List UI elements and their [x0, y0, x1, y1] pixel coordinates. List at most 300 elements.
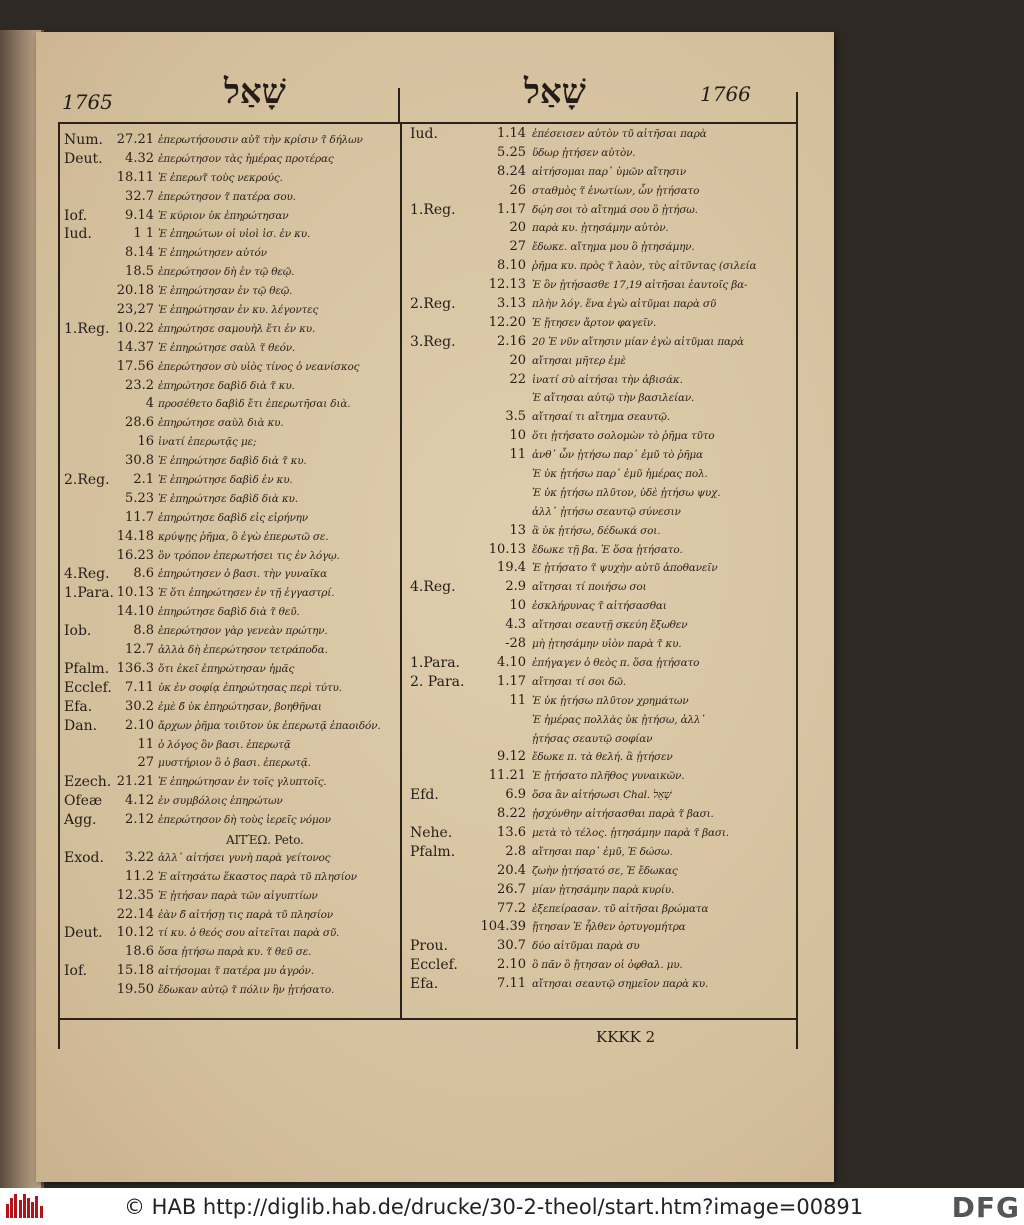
greek-quotation: Ἐ ᾐτήσαν παρὰ τῶν αἰγυπτίων: [158, 889, 318, 902]
index-entry-row: [36, 510, 398, 529]
greek-quotation: ὐκ ἐν σοφίᾳ ἐπηρώτησας περὶ τύτυ.: [158, 681, 342, 694]
greek-quotation: ᾐσχύνθην αἰτήσασθαι παρὰ τ̃ βασι.: [532, 808, 714, 821]
right-column: [400, 126, 800, 995]
greek-quotation: ὃ πᾶν ὃ ᾔτησαν οἱ ὀφθαλ. μυ.: [532, 959, 683, 972]
greek-quotation: ἄρχων ῥῆμα τοιῦτον ὐκ ἐπερωτᾷ ἐπαοιδόν.: [158, 719, 381, 732]
index-entry-row: [400, 239, 800, 258]
greek-quotation: ἐμὲ δ̃ ὐκ ἐπηρώτησαν, βοηθῆναι: [158, 700, 322, 713]
book-abbreviation: 2.Reg.: [410, 296, 456, 313]
index-entry-row: [400, 466, 800, 485]
book-abbreviation: Iof.: [64, 207, 88, 224]
verse-reference: 19.50: [116, 982, 154, 998]
verse-reference: 13.6: [497, 824, 526, 840]
book-abbreviation: Ecclef.: [64, 679, 112, 696]
verse-reference: 14.37: [116, 339, 154, 355]
index-entry-row: [36, 850, 398, 869]
verse-reference: 27.21: [116, 132, 154, 147]
greek-quotation: ΑΙΤΈΩ. Peto.: [226, 832, 304, 847]
verse-reference: 10: [509, 598, 526, 614]
right-page-number: 1766: [700, 82, 751, 106]
verse-reference: 11.21: [488, 768, 526, 784]
greek-quotation: ζωὴν ᾐτήσατό σε, Ἐ ἔδωκας: [532, 864, 678, 877]
index-entry-row: [400, 901, 800, 920]
index-entry-row: [400, 296, 800, 315]
verse-reference: 12.20: [488, 314, 526, 330]
index-entry-row: [400, 315, 800, 334]
index-entry-row: [36, 434, 398, 453]
dfg-logo: DFG: [951, 1191, 1020, 1224]
index-entry-row: [36, 302, 398, 321]
verse-reference: 8.24: [497, 163, 526, 179]
verse-reference: 5.23: [125, 490, 154, 506]
index-entry-row: [400, 579, 800, 598]
book-abbreviation: Iob.: [64, 623, 92, 640]
verse-reference: 23.2: [125, 377, 154, 393]
verse-reference: 5.25: [497, 144, 526, 160]
index-entry-row: [36, 925, 398, 944]
left-hebrew-headword: שָׁאַל: [224, 72, 286, 112]
book-abbreviation: Agg.: [64, 812, 97, 829]
index-entry-row: [36, 774, 398, 793]
greek-quotation: αἴτησαι σεαυτῷ σημεῖον παρὰ κυ.: [532, 978, 709, 991]
verse-reference: 20.18: [116, 283, 154, 299]
book-abbreviation: 2.Reg.: [64, 472, 110, 489]
index-entry-row: [36, 208, 398, 227]
index-entry-row: [36, 396, 398, 415]
verse-reference: 1.17: [497, 673, 526, 689]
greek-quotation: ἃ ὐκ ᾐτήσω, δέδωκά σοι.: [532, 524, 661, 537]
verse-reference: 4.3: [505, 617, 526, 633]
greek-quotation: ἐπηρώτησε δαβὶδ διὰ τ̃ κυ.: [158, 379, 295, 392]
verse-reference: 2.10: [497, 957, 526, 973]
greek-quotation: ἐὰν δ̃ αἰτήσῃ τις παρὰ τῦ πλησίον: [158, 908, 333, 921]
index-entry-row: [36, 907, 398, 926]
left-page-number: 1765: [62, 90, 113, 114]
index-entry-row: [400, 712, 800, 731]
verse-reference: 30.8: [125, 453, 154, 469]
verse-reference: 8.22: [497, 806, 526, 822]
index-entry-row: [36, 812, 398, 831]
greek-quotation: Ἐ ἐπηρώτων οἱ υἱοὶ ἰσ. ἐν κυ.: [158, 228, 311, 241]
greek-quotation: ἐσκλήρυνας τ̃ αἰτήσασθαι: [532, 600, 667, 613]
index-entry-row: [36, 680, 398, 699]
greek-quotation: Ἐ ἡμέρας πολλὰς ὐκ ᾐτήσω, ἀλλ᾽: [532, 713, 706, 726]
greek-quotation: ἔδωκε τῇ βα. Ἐ ὅσα ᾐτήσατο.: [532, 543, 683, 556]
book-abbreviation: 4.Reg.: [64, 566, 110, 583]
index-entry-row: [36, 699, 398, 718]
index-entry-row: [36, 378, 398, 397]
verse-reference: -28: [505, 636, 526, 652]
index-entry-row: [400, 655, 800, 674]
verse-reference: 2.1: [133, 472, 154, 488]
greek-quotation: ῥῆμα κυ. πρὸς τ̃ λαὸν, τὺς αἰτῦντας (σιλεία: [532, 260, 757, 273]
book-abbreviation: Ezech.: [64, 774, 112, 791]
right-hebrew-headword: שָׁאַל: [524, 72, 586, 112]
verse-reference: 12.13: [488, 277, 526, 293]
verse-reference: 4.32: [125, 150, 154, 166]
greek-quotation: ὕδωρ ᾐτήσεν αὐτὸν.: [532, 146, 636, 159]
index-entry-row: [36, 888, 398, 907]
verse-reference: 4.10: [497, 654, 526, 670]
index-entry-row: [400, 693, 800, 712]
greek-quotation: μίαν ᾐτησάμην παρὰ κυρίυ.: [532, 883, 675, 896]
index-entry-row: [400, 523, 800, 542]
verse-reference: 8.10: [497, 258, 526, 274]
catchword: KKKK 2: [596, 1028, 656, 1046]
verse-reference: 19.4: [497, 560, 526, 576]
index-entry-row: [400, 768, 800, 787]
greek-quotation: αἴτησαι μῆτερ ἐμὲ: [532, 354, 626, 367]
index-entry-row: [36, 132, 398, 151]
greek-quotation: μὴ ᾐτησάμην υἱὸν παρὰ τ̃ κυ.: [532, 638, 682, 651]
copyright-credit: © HAB http://diglib.hab.de/drucke/30-2-theol/start.htm?image=00891: [124, 1195, 864, 1219]
verse-reference: 18.6: [125, 944, 154, 960]
index-entry-row: [400, 409, 800, 428]
verse-reference: 32.7: [125, 188, 154, 204]
verse-reference: 16: [137, 434, 154, 450]
greek-quotation: δῴη σοι τὸ αἴτημά σου ὃ ᾐτήσω.: [532, 203, 698, 216]
index-entry-row: [400, 938, 800, 957]
index-entry-row: [400, 277, 800, 296]
verse-reference: 9.14: [125, 207, 154, 223]
verse-reference: 8.6: [133, 566, 154, 582]
verse-reference: 17.56: [116, 358, 154, 374]
index-entry-row: [400, 806, 800, 825]
index-entry-row: [36, 340, 398, 359]
verse-reference: 11: [509, 447, 526, 463]
book-abbreviation: Dan.: [64, 717, 98, 734]
verse-reference: 22.14: [116, 906, 154, 922]
index-entry-row: [400, 542, 800, 561]
index-entry-row: [36, 963, 398, 982]
verse-reference: 11: [509, 692, 526, 708]
greek-quotation: ἔδωκε π. τὰ θελή. ἃ ᾐτήσεν: [532, 751, 673, 764]
verse-reference: 2.12: [125, 812, 154, 828]
index-entry-row: [400, 636, 800, 655]
verse-reference: 13: [509, 522, 526, 538]
index-entry-row: [36, 283, 398, 302]
verse-reference: 16.23: [116, 547, 154, 563]
verse-reference: 10.13: [488, 541, 526, 557]
verse-reference: 3.13: [497, 296, 526, 312]
greek-quotation: ἱνατί σὺ αἰτήσαι τὴν ἀβισάκ.: [532, 373, 683, 386]
book-abbreviation: Efa.: [64, 698, 93, 715]
book-abbreviation: Pfalm.: [410, 843, 456, 860]
index-entry-row: [36, 831, 398, 850]
verse-reference: 11: [137, 736, 154, 752]
verse-reference: 10.13: [116, 585, 154, 601]
book-abbreviation: Num.: [64, 132, 103, 148]
index-entry-row: [36, 755, 398, 774]
index-entry-row: [36, 453, 398, 472]
greek-quotation: μυστήριον ὃ ὁ βασι. ἐπερωτᾷ.: [158, 757, 311, 770]
verse-reference: 22: [509, 371, 526, 387]
verse-reference: 1.14: [497, 126, 526, 141]
greek-quotation: ἐπερώτησον δὴ ἐν τῷ θεῷ.: [158, 266, 295, 279]
greek-quotation: αἰτήσομαι τ̃ πατέρα μυ ἀγρόν.: [158, 965, 314, 978]
index-entry-row: [400, 749, 800, 768]
index-entry-row: [36, 944, 398, 963]
header-divider: [398, 88, 400, 124]
greek-quotation: δύο αἰτῦμαι παρὰ συ: [532, 940, 640, 953]
index-entry-row: [400, 560, 800, 579]
book-abbreviation: 1.Para.: [410, 654, 460, 671]
verse-reference: 2.10: [125, 717, 154, 733]
index-entry-row: [36, 170, 398, 189]
verse-reference: 8.14: [125, 245, 154, 261]
index-entry-row: [400, 617, 800, 636]
greek-quotation: ὅσα ἂν αἰτήσωσι Chal. שְׁאֵל: [532, 789, 672, 802]
index-entry-row: [36, 718, 398, 737]
index-entry-row: [400, 372, 800, 391]
greek-quotation: ἐπήγαγεν ὁ θεὸς π. ὅσα ᾐτήσατο: [532, 656, 700, 669]
greek-quotation: Ἐ ἐπηρώτησεν αὐτόν: [158, 247, 267, 260]
index-entry-row: [400, 731, 800, 750]
index-entry-row: [36, 226, 398, 245]
book-abbreviation: Nehe.: [410, 824, 453, 841]
greek-quotation: Ἐ ὃν ᾐτήσασθε 17,19 αἰτῆσαι ἑαυτοῖς βα-: [532, 279, 748, 292]
index-entry-row: [36, 793, 398, 812]
greek-quotation: Ἐ ὅτι ἐπηρώτησεν ἐν τῇ ἐγγαστρί.: [158, 587, 335, 600]
greek-quotation: αἴτησαι τί ποιήσω σοι: [532, 581, 647, 594]
index-entry-row: [400, 258, 800, 277]
greek-quotation: ᾐτήσας σεαυτῷ σοφίαν: [532, 732, 653, 745]
greek-quotation: ὅσα ᾐτήσω παρὰ κυ. τ̃ θεῦ σε.: [158, 946, 312, 959]
index-entry-row: [400, 844, 800, 863]
greek-quotation: Ἐ ᾐτήσατο τ̃ ψυχὴν αὐτῦ ἀποθανεῖν: [532, 562, 718, 575]
index-entry-row: [36, 529, 398, 548]
greek-quotation: ἐπερώτησον δὴ τοὺς ἱερεῖς νόμον: [158, 814, 331, 827]
header-rule: [58, 122, 798, 124]
greek-quotation: Ἐ ἐπηρώτησε δαβὶδ διὰ κυ.: [158, 492, 298, 505]
index-entry-row: [400, 485, 800, 504]
greek-quotation: Ἐ ὐκ ᾐτήσω πλῦτον χρημάτων: [532, 694, 689, 707]
index-entry-row: [36, 661, 398, 680]
greek-quotation: Ἐ ἐπηρώτησε δαβὶδ ἐν κυ.: [158, 474, 293, 487]
greek-quotation: ᾔτησαν Ἐ ἦλθεν ὀρτυγομήτρα: [532, 921, 686, 934]
verse-reference: 14.10: [116, 604, 154, 620]
greek-quotation: ἐπερώτησον τὰς ἡμέρας προτέρας: [158, 152, 334, 165]
verse-reference: 30.7: [497, 938, 526, 954]
verse-reference: 2.16: [497, 333, 526, 349]
index-entry-row: [36, 642, 398, 661]
footer-bar: [0, 1188, 1024, 1225]
greek-quotation: μετὰ τὸ τέλος. ᾐτησάμην παρὰ τ̃ βασι.: [532, 826, 729, 839]
greek-quotation: Ἐ αἰτησάτω ἕκαστος παρὰ τῦ πλησίον: [158, 870, 357, 883]
greek-quotation: ἱνατί ἐπερωτᾷς με;: [158, 436, 257, 449]
book-abbreviation: Deut.: [64, 150, 103, 167]
verse-reference: 10.12: [116, 925, 154, 941]
index-entry-row: [400, 957, 800, 976]
index-entry-row: [36, 245, 398, 264]
verse-reference: 4.12: [125, 793, 154, 809]
greek-quotation: Ἐ ᾐτήσατο πλῆθος γυναικῶν.: [532, 770, 685, 783]
index-entry-row: [36, 566, 398, 585]
greek-quotation: Ἐ ὐκ ᾐτήσω πλῦτον, ὐδὲ ᾐτήσω ψυχ.: [532, 486, 721, 499]
greek-quotation: πλὴν λόγ. ἕνα ἐγὼ αἰτῦμαι παρὰ σῦ: [532, 298, 717, 311]
verse-reference: 27: [137, 755, 154, 771]
index-entry-row: [36, 189, 398, 208]
verse-reference: 14.18: [116, 528, 154, 544]
verse-reference: 18.11: [116, 169, 154, 185]
greek-quotation: παρὰ κυ. ᾐτησάμην αὐτὸν.: [532, 222, 669, 235]
verse-reference: 104.39: [480, 919, 526, 935]
greek-quotation: ἐπερωτήσουσιν αὐτ̃ τὴν κρίσιν τ̃ δήλων: [158, 134, 363, 146]
greek-quotation: ἐπηρώτησε σαὺλ διὰ κυ.: [158, 417, 284, 430]
greek-quotation: ἔδωκε. αἴτημα μου ὃ ᾐτησάμην.: [532, 241, 695, 254]
index-entry-row: [400, 504, 800, 523]
book-abbreviation: 4.Reg.: [410, 579, 456, 596]
greek-quotation: ὁ λόγος ὃν βασι. ἐπερωτᾷ: [158, 738, 291, 751]
book-abbreviation: 1.Reg.: [64, 320, 110, 337]
book-abbreviation: Iof.: [64, 963, 88, 980]
greek-quotation: ἐπερώτησον τ̃ πατέρα σου.: [158, 190, 296, 203]
book-abbreviation: 1.Reg.: [410, 201, 456, 218]
greek-quotation: ἀλλ᾽ αἰτήσει γυνὴ παρὰ γείτονος: [158, 851, 331, 864]
verse-reference: 27: [509, 239, 526, 255]
book-page: [36, 32, 834, 1182]
book-abbreviation: 3.Reg.: [410, 333, 456, 350]
greek-quotation: 20 Ἐ νῦν αἴτησιν μίαν ἐγὼ αἰτῦμαι παρὰ: [532, 335, 744, 348]
bottom-rule: [58, 1018, 798, 1020]
verse-reference: 8.8: [133, 623, 154, 639]
verse-reference: 12.35: [116, 887, 154, 903]
verse-reference: 4: [145, 396, 154, 412]
verse-reference: 30.2: [125, 698, 154, 714]
index-entry-row: [400, 598, 800, 617]
greek-quotation: Ἐ ἐπηρώτησε δαβὶδ διὰ τ̃ κυ.: [158, 455, 307, 468]
index-entry-row: [36, 982, 398, 1001]
greek-quotation: αἴτησαί τι αἴτημα σεαυτῷ.: [532, 411, 670, 424]
greek-quotation: αἴτησαι τί σοι δῶ.: [532, 675, 626, 688]
index-entry-row: [400, 220, 800, 239]
book-abbreviation: Ofeæ: [64, 793, 103, 810]
verse-reference: 136.3: [116, 660, 154, 676]
greek-quotation: Ἐ κύριον ὐκ ἐπηρώτησαν: [158, 209, 289, 222]
greek-quotation: ἀλλ᾽ ᾐτήσω σεαυτῷ σύνεσιν: [532, 505, 681, 518]
index-entry-row: [400, 825, 800, 844]
index-entry-row: [36, 321, 398, 340]
verse-reference: 6.9: [505, 787, 526, 803]
book-abbreviation: 1.Para.: [64, 585, 114, 602]
verse-reference: 11.2: [125, 868, 154, 884]
verse-reference: 21.21: [116, 774, 154, 790]
greek-quotation: ὃν τρόπον ἐπερωτήσει τις ἐν λόγῳ.: [158, 549, 340, 562]
index-entry-row: [400, 183, 800, 202]
verse-reference: 15.18: [116, 963, 154, 979]
book-abbreviation: Pfalm.: [64, 660, 110, 677]
index-entry-row: [36, 737, 398, 756]
index-entry-row: [400, 863, 800, 882]
book-abbreviation: Iud.: [64, 226, 92, 243]
greek-quotation: Ἐ ἐπηρώτησαν ἐν τοῖς γλυπτοῖς.: [158, 776, 327, 789]
verse-reference: 20.4: [497, 862, 526, 878]
greek-quotation: Ἐ αἴτησαι αὐτῷ τὴν βασιλείαν.: [532, 392, 695, 405]
greek-quotation: Ἐ ὐκ ᾐτήσω παρ᾽ ἐμῦ ἡμέρας πολ.: [532, 468, 708, 481]
index-entry-row: [36, 472, 398, 491]
greek-quotation: Ἐ ἐπερωτ̃ τοὺς νεκρούς.: [158, 171, 283, 184]
verse-reference: 23,27: [116, 302, 154, 318]
verse-reference: 2.9: [505, 579, 526, 595]
verse-reference: 3.5: [505, 409, 526, 425]
greek-quotation: ἐν συμβόλοις ἐπηρώτων: [158, 795, 283, 808]
greek-quotation: Ἐ ᾔτησεν ἄρτον φαγεῖν.: [532, 316, 657, 329]
greek-quotation: ἔδωκαν αὐτῷ τ̃ πόλιν ἣν ᾐτήσατο.: [158, 984, 335, 997]
index-entry-row: [400, 447, 800, 466]
book-abbreviation: 2. Para.: [410, 673, 465, 690]
verse-reference: 20: [509, 352, 526, 368]
greek-quotation: ἐπέσεισεν αὐτὸν τῦ αἰτῆσαι παρὰ: [532, 128, 707, 140]
index-entry-row: [36, 604, 398, 623]
greek-quotation: ὅτι ᾐτήσατο σολομὼν τὸ ῥῆμα τῦτο: [532, 430, 715, 443]
book-abbreviation: Prou.: [410, 938, 449, 955]
greek-quotation: Ἐ ἐπηρώτησαν ἐν τῷ θεῷ.: [158, 285, 293, 298]
greek-quotation: αἰτήσομαι παρ᾽ ὑμῶν αἴτησιν: [532, 165, 686, 178]
index-entry-row: [400, 126, 800, 145]
greek-quotation: ἐπηρώτησε δαβὶδ εἰς εἰρήνην: [158, 511, 308, 524]
greek-quotation: κρύψῃς ῥῆμα, ὃ ἐγὼ ἐπερωτῶ σε.: [158, 530, 329, 543]
index-entry-row: [400, 428, 800, 447]
greek-quotation: ἐπηρώτησεν ὁ βασι. τὴν γυναῖκα: [158, 568, 328, 581]
verse-reference: 18.5: [125, 264, 154, 280]
index-entry-row: [400, 202, 800, 221]
verse-reference: 1.17: [497, 201, 526, 217]
verse-reference: 7.11: [497, 976, 526, 992]
book-abbreviation: Exod.: [64, 849, 104, 866]
verse-reference: 12.7: [125, 642, 154, 658]
index-entry-row: [400, 390, 800, 409]
index-entry-row: [36, 491, 398, 510]
verse-reference: 77.2: [497, 900, 526, 916]
verse-reference: 7.11: [125, 679, 154, 695]
index-entry-row: [400, 334, 800, 353]
greek-quotation: προσέθετο δαβὶδ ἔτι ἐπερωτῆσαι διὰ.: [158, 398, 351, 411]
index-entry-row: [400, 674, 800, 693]
verse-reference: 20: [509, 220, 526, 236]
verse-reference: 26: [509, 182, 526, 198]
verse-reference: 10.22: [116, 320, 154, 336]
index-entry-row: [36, 623, 398, 642]
greek-quotation: ἀνθ᾽ ὧν ᾐτήσω παρ᾽ ἐμῦ τὸ ῥῆμα: [532, 449, 703, 462]
index-entry-row: [36, 151, 398, 170]
greek-quotation: ἐπηρώτησε δαβὶδ διὰ τ̃ θεῦ.: [158, 606, 300, 619]
index-entry-row: [400, 882, 800, 901]
index-entry-row: [36, 585, 398, 604]
book-abbreviation: Iud.: [410, 126, 438, 142]
hab-logo: [6, 1194, 46, 1218]
index-entry-row: [36, 869, 398, 888]
index-entry-row: [36, 548, 398, 567]
greek-quotation: αἴτησαι σεαυτῇ σκεύη ἔξωθεν: [532, 619, 688, 632]
verse-reference: 11.7: [125, 509, 154, 525]
index-entry-row: [400, 787, 800, 806]
greek-quotation: ἐπερώτησον γὰρ γενεὰν πρώτην.: [158, 625, 328, 638]
verse-reference: 1 1: [133, 226, 154, 242]
greek-quotation: ἐπηρώτησε σαμουὴλ ἔτι ἐν κυ.: [158, 322, 316, 335]
verse-reference: 9.12: [497, 749, 526, 765]
greek-quotation: ὅτι ἐκεῖ ἐπηρώτησαν ἡμᾶς: [158, 662, 295, 675]
book-abbreviation: Efd.: [410, 787, 439, 804]
index-entry-row: [400, 164, 800, 183]
verse-reference: 2.8: [505, 843, 526, 859]
index-entry-row: [400, 145, 800, 164]
book-abbreviation: Efa.: [410, 976, 439, 993]
greek-quotation: τί κυ. ὁ θεός σου αἰτεῖται παρὰ σῦ.: [158, 927, 340, 940]
index-entry-row: [36, 415, 398, 434]
index-entry-row: [36, 359, 398, 378]
book-abbreviation: Ecclef.: [410, 957, 458, 974]
index-entry-row: [36, 264, 398, 283]
